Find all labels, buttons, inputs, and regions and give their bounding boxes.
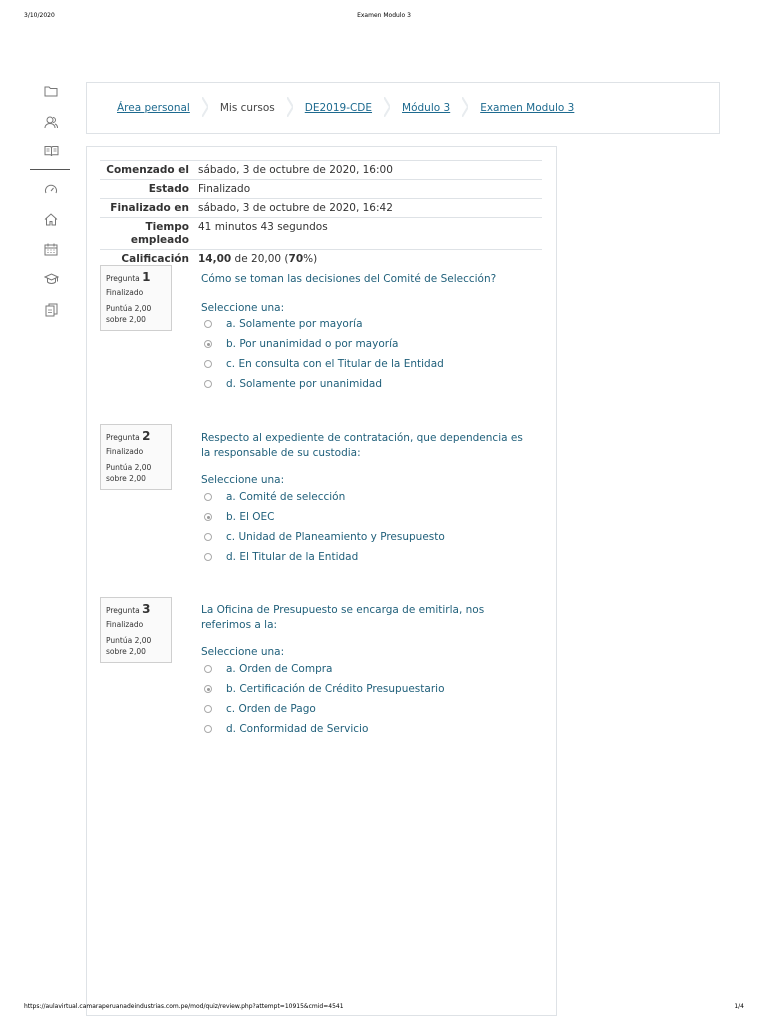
question-info (100, 597, 172, 663)
question-info (100, 265, 172, 331)
question-state: Finalizado (106, 620, 144, 629)
breadcrumb-personal-area[interactable]: Área personal (117, 102, 190, 114)
question-mark-line-2: sobre 2,00 (106, 474, 146, 483)
breadcrumb-exam[interactable]: Examen Modulo 3 (480, 102, 575, 114)
answer-option[interactable] (204, 378, 382, 390)
answer-option-label: a. Solamente por mayoría (226, 318, 363, 330)
grade-tail: %) (303, 253, 318, 265)
answer-option[interactable] (204, 531, 445, 543)
question-label: Pregunta (106, 274, 140, 283)
radio-button-checked[interactable] (204, 340, 212, 348)
sidebar-divider (30, 169, 70, 170)
summary-label (100, 221, 198, 247)
radio-button-checked[interactable] (204, 685, 212, 693)
radio-button[interactable] (204, 553, 212, 561)
summary-row-started (100, 160, 542, 179)
attempt-summary (100, 160, 542, 268)
question-mark-line-2: sobre 2,00 (106, 315, 146, 324)
radio-button[interactable] (204, 380, 212, 388)
answer-option[interactable] (204, 551, 358, 563)
print-page-number: 1/4 (734, 1003, 744, 1010)
print-date: 3/10/2020 (24, 12, 55, 19)
question-label: Pregunta (106, 433, 140, 442)
summary-label: Calificación (121, 253, 189, 265)
grade-score: 14,00 (198, 253, 232, 265)
radio-button[interactable] (204, 705, 212, 713)
answer-option[interactable] (204, 491, 345, 503)
summary-label: Estado (148, 183, 189, 195)
question-info (100, 424, 172, 490)
sidebar (30, 78, 72, 326)
answer-option[interactable] (204, 318, 363, 330)
answer-option-label: b. Certificación de Crédito Presupuestario (226, 683, 445, 695)
radio-button[interactable] (204, 493, 212, 501)
question-number: 2 (142, 429, 151, 443)
print-url: https://aulavirtual.camaraperuanadeindustrias.com.pe/mod/quiz/review.php?attempt=10915&cmid=4541 (24, 1003, 344, 1010)
breadcrumb-separator-icon (384, 97, 390, 120)
files-icon[interactable] (30, 296, 72, 326)
summary-row-finished (100, 198, 542, 217)
answer-option-label: c. Orden de Pago (226, 703, 316, 715)
breadcrumb-course[interactable]: DE2019-CDE (304, 102, 373, 114)
book-icon[interactable] (30, 138, 72, 168)
summary-row-time (100, 217, 542, 249)
calendar-icon[interactable] (30, 236, 72, 266)
answer-option[interactable] (204, 511, 274, 523)
graduation-cap-icon[interactable] (30, 266, 72, 296)
radio-button-checked[interactable] (204, 513, 212, 521)
answer-option[interactable] (204, 338, 398, 350)
question-mark (106, 303, 166, 325)
question-mark-line-1: Puntúa 2,00 (106, 463, 152, 472)
folder-icon[interactable] (30, 78, 72, 108)
question-text: La Oficina de Presupuesto se encarga de emitirla, nos referimos a la: (201, 604, 485, 631)
answer-option-label: a. Comité de selección (226, 491, 346, 503)
summary-value: sábado, 3 de octubre de 2020, 16:42 (198, 202, 393, 214)
summary-row-state (100, 179, 542, 198)
summary-value (198, 253, 542, 266)
question-number: 1 (142, 270, 151, 284)
breadcrumb-separator-icon (462, 97, 468, 120)
print-title: Examen Modulo 3 (357, 12, 411, 19)
breadcrumb-separator-icon (287, 97, 293, 120)
question-state: Finalizado (106, 447, 144, 456)
answer-option-label: b. Por unanimidad o por mayoría (226, 338, 399, 350)
radio-button[interactable] (204, 665, 212, 673)
radio-button[interactable] (204, 533, 212, 541)
question-label: Pregunta (106, 606, 140, 615)
question-prompt: Seleccione una: (201, 474, 285, 486)
question-prompt: Seleccione una: (201, 646, 285, 658)
summary-label: Comenzado el (106, 164, 189, 176)
answer-option-label: c. Unidad de Planeamiento y Presupuesto (226, 531, 445, 543)
answer-option[interactable] (204, 663, 333, 675)
summary-label-line-1: Tiempo (145, 221, 189, 233)
answer-option[interactable] (204, 703, 316, 715)
question-text: Respecto al expediente de contratación, que dependencia es la responsable de su custodia: (201, 432, 523, 459)
home-icon[interactable] (30, 206, 72, 236)
breadcrumb-my-courses: Mis cursos (219, 102, 275, 114)
question-state: Finalizado (106, 288, 144, 297)
summary-label: Finalizado en (110, 202, 189, 214)
question-mark-line-1: Puntúa 2,00 (106, 304, 152, 313)
users-icon[interactable] (30, 108, 72, 138)
answer-option-label: a. Orden de Compra (226, 663, 333, 675)
answer-option-label: d. Solamente por unanimidad (226, 378, 383, 390)
summary-value: sábado, 3 de octubre de 2020, 16:00 (198, 164, 393, 176)
breadcrumb-module[interactable]: Módulo 3 (402, 102, 451, 114)
summary-value: Finalizado (198, 183, 251, 195)
radio-button[interactable] (204, 320, 212, 328)
grade-percent: 70 (288, 253, 304, 265)
summary-label-line-2: empleado (130, 234, 189, 246)
question-text: Cómo se toman las decisiones del Comité de Selección? (201, 273, 497, 285)
grade-of: de 20,00 ( (231, 253, 289, 265)
question-number: 3 (142, 602, 151, 616)
radio-button[interactable] (204, 360, 212, 368)
answer-option-label: b. El OEC (226, 511, 275, 523)
summary-value: 41 minutos 43 segundos (198, 221, 328, 233)
answer-option[interactable] (204, 723, 368, 735)
question-mark (106, 635, 166, 657)
breadcrumb (86, 82, 720, 134)
question-mark-line-1: Puntúa 2,00 (106, 636, 152, 645)
question-mark-line-2: sobre 2,00 (106, 647, 146, 656)
breadcrumb-separator-icon (202, 97, 208, 120)
question-mark (106, 462, 166, 484)
radio-button[interactable] (204, 725, 212, 733)
answer-option-label: d. El Titular de la Entidad (226, 551, 359, 563)
answer-option[interactable] (204, 683, 445, 695)
answer-option-label: d. Conformidad de Servicio (226, 723, 369, 735)
question-prompt: Seleccione una: (201, 302, 285, 314)
dashboard-icon[interactable] (30, 176, 72, 206)
answer-option[interactable] (204, 358, 444, 370)
answer-option-label: c. En consulta con el Titular de la Entidad (226, 358, 444, 370)
